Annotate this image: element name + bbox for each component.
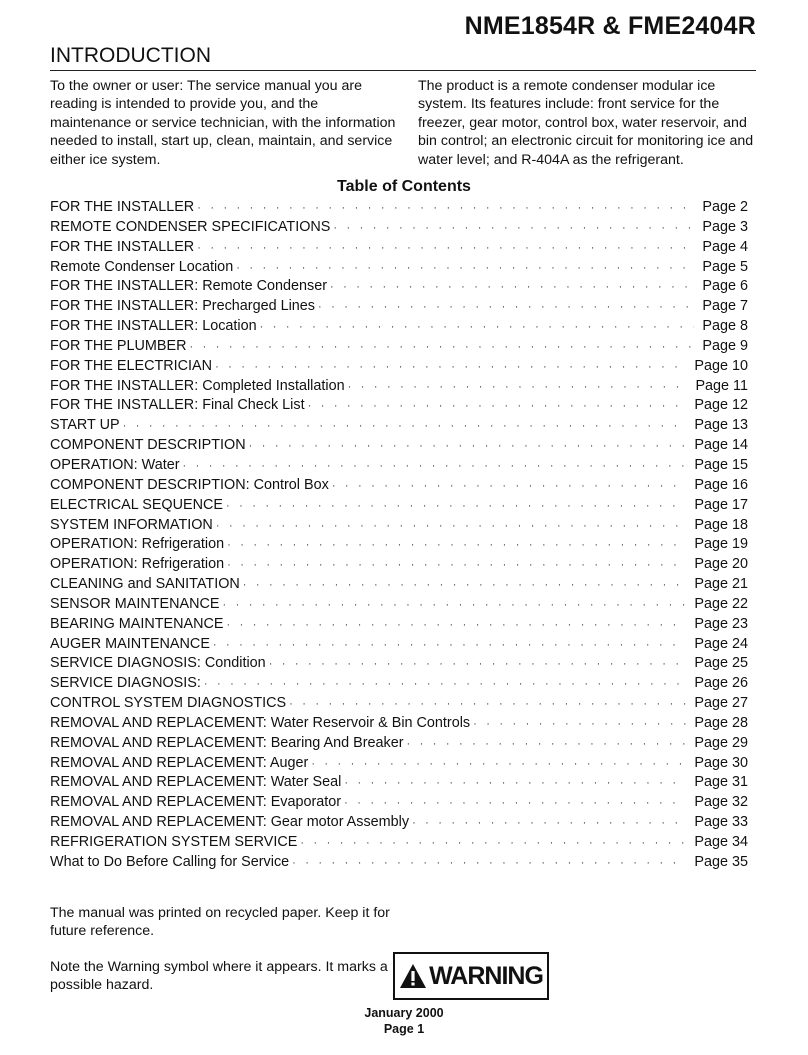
toc-entry-page: Page 25	[694, 655, 748, 672]
toc-leader-dots	[226, 500, 686, 512]
toc-entry	[50, 715, 748, 735]
toc-entry-page: Page 29	[694, 734, 748, 751]
toc-leader-dots	[197, 242, 694, 254]
toc-entry-page: Page 4	[702, 238, 748, 255]
toc-entry-label: REMOVAL AND REPLACEMENT: Bearing And Breaker	[50, 734, 404, 751]
toc-entry-label: CONTROL SYSTEM DIAGNOSTICS	[50, 695, 287, 712]
toc-entry-label: OPERATION: Refrigeration	[50, 556, 225, 573]
toc-entry-label: FOR THE ELECTRICIAN	[50, 357, 213, 374]
toc-entry-label: REMOTE CONDENSER SPECIFICATIONS	[50, 218, 331, 235]
toc-entry-label: REMOVAL AND REPLACEMENT: Water Reservoir & Bin Controls	[50, 714, 471, 731]
toc-entry-page: Page 35	[694, 853, 748, 870]
toc-entry-page: Page 11	[695, 377, 748, 394]
toc-entry-label: COMPONENT DESCRIPTION	[50, 437, 246, 454]
toc-entry	[50, 517, 748, 537]
toc-entry-label: ELECTRICAL SEQUENCE	[50, 496, 223, 513]
toc-entry-label: REMOVAL AND REPLACEMENT: Evaporator	[50, 794, 342, 811]
toc-entry	[50, 278, 748, 298]
toc-leader-dots	[223, 599, 687, 611]
toc-entry	[50, 497, 748, 517]
toc-leader-dots	[189, 341, 694, 353]
toc-leader-dots	[227, 619, 687, 631]
toc-entry	[50, 536, 748, 556]
toc-leader-dots	[236, 262, 694, 274]
toc-entry-label: OPERATION: Refrigeration	[50, 536, 225, 553]
toc-entry	[50, 397, 748, 417]
toc-entry	[50, 318, 748, 338]
toc-leader-dots	[269, 658, 687, 670]
toc-entry-page: Page 16	[694, 476, 748, 493]
toc-leader-dots	[292, 857, 686, 869]
toc-entry	[50, 576, 748, 596]
toc-entry	[50, 774, 748, 794]
toc-entry-label: SENSOR MAINTENANCE	[50, 595, 220, 612]
toc-entry-label: REMOVAL AND REPLACEMENT: Water Seal	[50, 774, 342, 791]
toc-entry-page: Page 3	[702, 218, 748, 235]
toc-entry	[50, 636, 748, 656]
toc-entry-page: Page 12	[694, 397, 748, 414]
toc-leader-dots	[260, 321, 695, 333]
section-title: INTRODUCTION	[50, 44, 211, 67]
toc-entry	[50, 417, 748, 437]
toc-entry-label: REMOVAL AND REPLACEMENT: Auger	[50, 754, 309, 771]
toc-entry	[50, 556, 748, 576]
toc-leader-dots	[473, 718, 686, 730]
toc-entry	[50, 219, 748, 239]
toc-entry-page: Page 2	[702, 199, 748, 215]
toc-leader-dots	[289, 698, 686, 710]
toc-leader-dots	[344, 797, 686, 809]
toc-entry-label: AUGER MAINTENANCE	[50, 635, 210, 652]
toc-entry-page: Page 28	[694, 714, 748, 731]
header-rule	[50, 70, 756, 71]
toc-entry-page: Page 27	[694, 695, 748, 712]
toc-entry-page: Page 20	[694, 556, 748, 573]
model-title: NME1854R & FME2404R	[464, 12, 756, 40]
toc-leader-dots	[318, 301, 694, 313]
toc-entry-label: FOR THE PLUMBER	[50, 337, 187, 354]
toc-leader-dots	[330, 281, 694, 293]
toc-leader-dots	[249, 440, 687, 452]
toc-entry-page: Page 10	[694, 357, 748, 374]
toc-entry-page: Page 17	[694, 496, 748, 513]
toc-entry-label: OPERATION: Water	[50, 456, 180, 473]
toc-entry-label: FOR THE INSTALLER	[50, 199, 195, 215]
toc-entry-label: BEARING MAINTENANCE	[50, 615, 224, 632]
toc-entry	[50, 239, 748, 259]
toc-entry-page: Page 30	[694, 754, 748, 771]
toc-entry	[50, 655, 748, 675]
toc-entry-label: FOR THE INSTALLER: Final Check List	[50, 397, 305, 414]
warning-badge	[393, 952, 549, 1000]
toc-leader-dots	[333, 222, 694, 234]
toc-entry-page: Page 9	[702, 337, 748, 354]
toc-leader-dots	[227, 539, 686, 551]
toc-entry	[50, 854, 748, 874]
toc-entry	[50, 675, 748, 695]
toc-entry	[50, 199, 748, 219]
toc-entry-label: CLEANING and SANITATION	[50, 576, 240, 593]
toc-entry	[50, 457, 748, 477]
warning-note: Note the Warning symbol where it appears. It marks a possible hazard.	[50, 959, 388, 994]
recycle-note: The manual was printed on recycled paper. Keep it for future reference.	[50, 905, 390, 940]
toc-entry	[50, 616, 748, 636]
toc-entry-label: FOR THE INSTALLER: Remote Condenser	[50, 278, 327, 295]
toc-entry	[50, 477, 748, 497]
toc-entry-label: FOR THE INSTALLER: Precharged Lines	[50, 298, 315, 315]
warning-label: WARNING	[429, 961, 543, 990]
toc-leader-dots	[332, 480, 687, 492]
toc-entry	[50, 695, 748, 715]
intro-left-column: To the owner or user: The service manual you are reading is intended to provide you, and the maintenance or service technician, with the information needed to install, start up, clean, maintain, and service either ice system.	[50, 78, 396, 168]
toc-entry	[50, 755, 748, 775]
toc-leader-dots	[183, 460, 687, 472]
toc-entry	[50, 259, 748, 279]
toc-entry	[50, 814, 748, 834]
toc-entry-page: Page 14	[694, 437, 748, 454]
toc-entry	[50, 298, 748, 318]
toc-leader-dots	[123, 420, 687, 432]
toc-entry-label: SYSTEM INFORMATION	[50, 516, 213, 533]
toc-entry-page: Page 19	[694, 536, 748, 553]
toc-entry-label: What to Do Before Calling for Service	[50, 853, 290, 870]
toc-entry	[50, 437, 748, 457]
toc-entry	[50, 378, 748, 398]
footer-date: January 2000	[364, 1006, 444, 1020]
toc-entry-page: Page 8	[702, 318, 748, 335]
toc-entry-page: Page 7	[702, 298, 748, 315]
toc-entry-page: Page 5	[702, 258, 748, 275]
toc-entry-label: REFRIGERATION SYSTEM SERVICE	[50, 834, 298, 850]
toc-entry-page: Page 24	[694, 635, 748, 652]
toc-leader-dots	[215, 361, 686, 373]
toc-entry-label: Remote Condenser Location	[50, 258, 234, 275]
toc-entry-label: FOR THE INSTALLER: Location	[50, 318, 257, 335]
toc-leader-dots	[348, 381, 688, 393]
toc-leader-dots	[344, 777, 686, 789]
footer-page-number: Page 1	[383, 1022, 425, 1036]
toc-leader-dots	[412, 817, 686, 829]
intro-right-column: The product is a remote condenser modular ice system. Its features include: front service for the freezer, gear motor, control box, water reservoir, and bin control; an electronic circuit for monitoring ice and water level; and R-404A as the refrigerant.	[418, 78, 754, 168]
toc-entry-page: Page 21	[694, 576, 748, 593]
toc-entry-label: REMOVAL AND REPLACEMENT: Gear motor Assembly	[50, 814, 410, 831]
toc-leader-dots	[204, 678, 686, 690]
toc-entry-label: SERVICE DIAGNOSIS:	[50, 675, 201, 692]
toc-entry-label: FOR THE INSTALLER	[50, 238, 195, 255]
toc-entry-page: Page 26	[694, 675, 748, 692]
toc-leader-dots	[243, 579, 687, 591]
toc-entry	[50, 834, 748, 854]
toc-entry-page: Page 23	[694, 615, 748, 632]
toc-entry-page: Page 32	[694, 794, 748, 811]
toc-leader-dots	[216, 520, 687, 532]
toc-entry-label: FOR THE INSTALLER: Completed Installation	[50, 377, 345, 394]
toc-entry-page: Page 15	[694, 456, 748, 473]
toc-title: Table of Contents	[337, 178, 471, 195]
toc-leader-dots	[213, 639, 686, 651]
warning-triangle-icon	[399, 963, 427, 989]
toc-entry	[50, 735, 748, 755]
toc-leader-dots	[300, 837, 686, 849]
toc-leader-dots	[311, 758, 686, 770]
toc-leader-dots	[308, 400, 687, 412]
toc-leader-dots	[197, 202, 694, 214]
toc-entry-page: Page 34	[694, 834, 748, 850]
toc-entry-page: Page 6	[702, 278, 748, 295]
toc-entry-label: COMPONENT DESCRIPTION: Control Box	[50, 476, 329, 493]
toc-entry	[50, 596, 748, 616]
toc-leader-dots	[227, 559, 686, 571]
toc-entry-page: Page 18	[694, 516, 748, 533]
toc-entry	[50, 338, 748, 358]
toc-entry-label: SERVICE DIAGNOSIS: Condition	[50, 655, 266, 672]
toc-entry	[50, 358, 748, 378]
toc-entry	[50, 794, 748, 814]
table-of-contents	[50, 199, 748, 874]
toc-entry-page: Page 33	[694, 814, 748, 831]
toc-leader-dots	[407, 738, 687, 750]
toc-entry-page: Page 22	[694, 595, 748, 612]
toc-entry-label: START UP	[50, 417, 120, 434]
toc-entry-page: Page 31	[694, 774, 748, 791]
toc-entry-page: Page 13	[694, 417, 748, 434]
